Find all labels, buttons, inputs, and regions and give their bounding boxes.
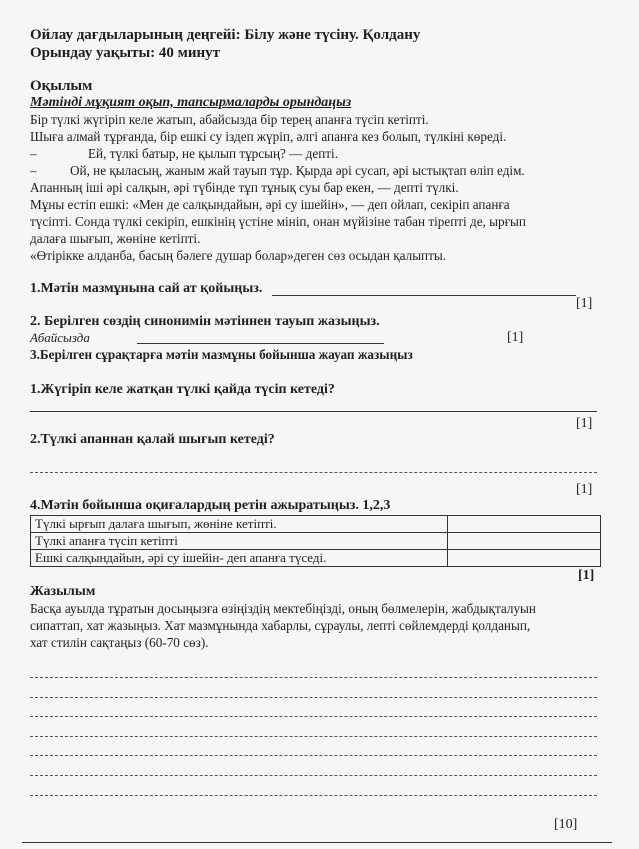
table-row bbox=[31, 550, 601, 567]
task4-score: [1] bbox=[578, 568, 595, 583]
event-order-cell[interactable] bbox=[448, 533, 601, 550]
table-row bbox=[31, 533, 601, 550]
reading-line-4: Ой, не қыласың, жаным жай тауып тұр. Қырда әрі сусап, әрі ыстықтап өліп едім. bbox=[70, 163, 525, 178]
dialogue-dash-1: – bbox=[30, 146, 37, 161]
event-order-cell[interactable] bbox=[448, 550, 601, 567]
task3-q1-answer-line[interactable] bbox=[30, 411, 597, 412]
event-order-cell[interactable] bbox=[448, 516, 601, 533]
skills-level: Ойлау дағдыларының деңгейі: Білу және түсіну. Қолдану bbox=[30, 27, 421, 43]
task3-question-2: 2.Түлкі апаннан қалай шығып кетеді? bbox=[30, 432, 275, 447]
task3-q2-answer-line[interactable] bbox=[30, 472, 597, 473]
reading-line-7: түсіпті. Сонда түлкі секіріп, ешкінің үстіне мініп, онан мүйізіне табан тірепті де, ырғып bbox=[30, 214, 526, 229]
writing-answer-line[interactable] bbox=[30, 736, 597, 737]
writing-answer-line[interactable] bbox=[30, 677, 597, 678]
reading-line-6: Мұны естіп ешкі: «Мен де салқындайын, әрі су ішейін», — деп ойлап, секіріп апанға bbox=[30, 197, 510, 212]
task4-label: 4.Мәтін бойынша оқиғалардың ретін ажыратыңыз. 1,2,3 bbox=[30, 498, 391, 513]
task3-q1-score: [1] bbox=[576, 416, 593, 431]
task3-label: 3.Берілген сұрақтарға мәтін мазмұны бойынша жауап жазыңыз bbox=[30, 347, 413, 362]
task3-q2-score: [1] bbox=[576, 482, 593, 497]
writing-title: Жазылым bbox=[30, 584, 96, 599]
task1-answer-line[interactable] bbox=[272, 295, 576, 296]
writing-score: [10] bbox=[554, 817, 578, 832]
task2-score: [1] bbox=[507, 330, 524, 345]
table-row bbox=[31, 516, 601, 533]
event-text: Түлкі апанға түсіп кетіпті bbox=[31, 533, 448, 550]
writing-answer-line[interactable] bbox=[30, 716, 597, 717]
task2-answer-line[interactable] bbox=[137, 343, 384, 344]
page-bottom-rule bbox=[22, 842, 612, 843]
event-order-table bbox=[30, 515, 601, 567]
task1-score: [1] bbox=[576, 296, 593, 311]
task2-word: Абайсызда bbox=[30, 330, 90, 345]
writing-line-3: хат стилін сақтаңыз (60-70 сөз). bbox=[30, 635, 209, 650]
reading-line-1: Бір түлкі жүгіріп келе жатып, абайсызда бір терең апанға түсіп кетіпті. bbox=[30, 112, 429, 127]
reading-line-8: далаға шығып, жөніне кетіпті. bbox=[30, 231, 201, 246]
writing-line-1: Басқа ауылда тұратын досыңызға өзіңіздің мектебіңізді, оның бөлмелерін, жабдықталуын bbox=[30, 601, 536, 616]
writing-answer-line[interactable] bbox=[30, 755, 597, 756]
reading-title: Оқылым bbox=[30, 78, 93, 94]
writing-answer-line[interactable] bbox=[30, 697, 597, 698]
writing-answer-line[interactable] bbox=[30, 775, 597, 776]
reading-line-5: Апанның іші әрі салқын, әрі түбінде тұп тұнық суы бар екен, — депті түлкі. bbox=[30, 180, 459, 195]
task2-label: 2. Берілген сөздің синонимін мәтіннен тауып жазыңыз. bbox=[30, 314, 380, 329]
reading-instruction: Мәтінді мұқият оқып, тапсырмаларды орындаңыз bbox=[30, 95, 352, 110]
dialogue-dash-2: – bbox=[30, 163, 37, 178]
reading-line-9: «Өтірікке алданба, басың бәлеге душар болар»деген сөз осыдан қалыпты. bbox=[30, 248, 447, 263]
writing-line-2: сипаттап, хат жазыңыз. Хат мазмұнында хабарлы, сұраулы, лепті сөйлемдерді қолданып, bbox=[30, 618, 531, 633]
time-limit: Орындау уақыты: 40 минут bbox=[30, 45, 221, 61]
reading-line-3: Ей, түлкі батыр, не қылып тұрсың? — депті. bbox=[88, 146, 339, 161]
event-text: Түлкі ырғып далаға шығып, жөніне кетіпті. bbox=[31, 516, 448, 533]
task3-question-1: 1.Жүгіріп келе жатқан түлкі қайда түсіп кетеді? bbox=[30, 382, 335, 397]
reading-line-2: Шыға алмай тұрғанда, бір ешкі су іздеп жүріп, әлгі апанға кез болып, түлкіні көреді. bbox=[30, 129, 507, 144]
writing-answer-line[interactable] bbox=[30, 795, 597, 796]
event-text: Ешкі салқындайын, әрі су ішейін- деп апанға түседі. bbox=[31, 550, 448, 567]
task1-label: 1.Мәтін мазмұнына сай ат қойыңыз. bbox=[30, 281, 263, 296]
